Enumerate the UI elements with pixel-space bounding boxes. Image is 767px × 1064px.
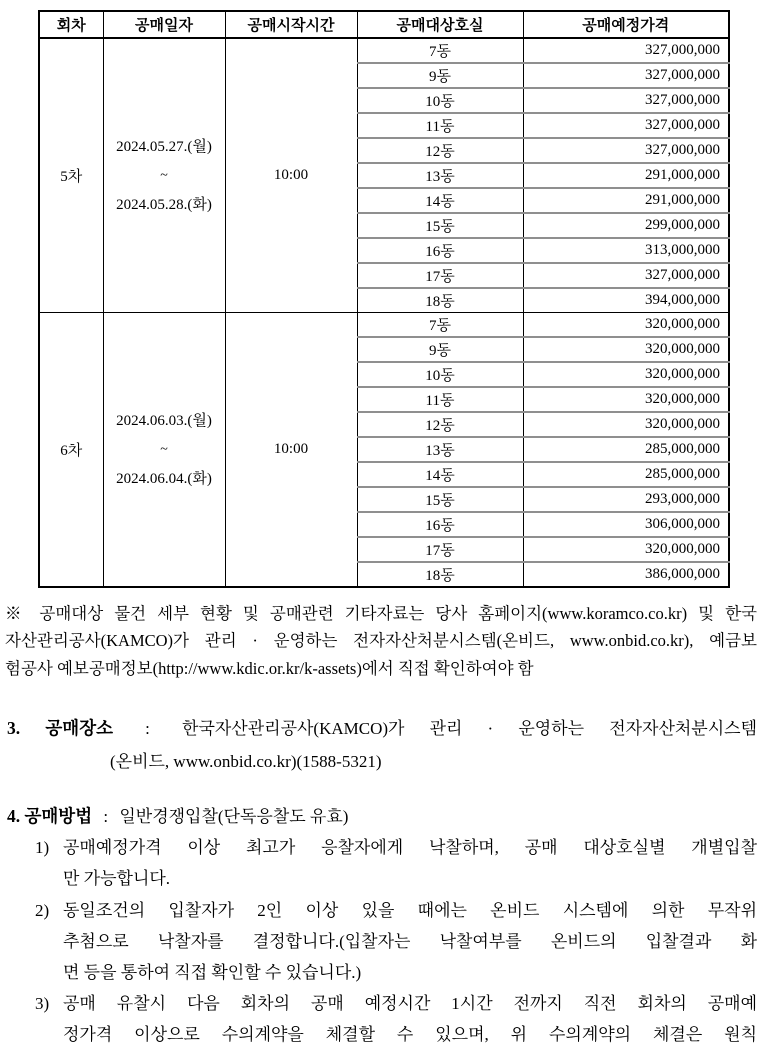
section-method-intro: 일반경쟁입찰(단독응찰도 유효)	[119, 807, 349, 826]
section-method-title: 4. 공매방법	[7, 806, 93, 826]
price-cell: 285,000,000	[523, 437, 729, 462]
price-cell: 320,000,000	[523, 387, 729, 412]
section-auction-place	[7, 712, 757, 778]
unit-cell: 7동	[357, 313, 523, 338]
round-cell: 5차	[39, 38, 103, 313]
price-cell: 394,000,000	[523, 288, 729, 313]
method-item-line: 동일조건의 입찰자가 2인 이상 있을 때에는 온비드 시스템에 의한 무작위	[63, 900, 757, 920]
item-marker: 1)	[35, 838, 50, 858]
method-items	[7, 832, 757, 1050]
header-round: 회차	[39, 11, 103, 38]
price-cell: 313,000,000	[523, 238, 729, 263]
price-cell: 320,000,000	[523, 337, 729, 362]
price-cell: 327,000,000	[523, 63, 729, 88]
unit-cell: 13동	[357, 163, 523, 188]
price-cell: 306,000,000	[523, 512, 729, 537]
header-expected-price: 공매예정가격	[523, 11, 729, 38]
method-item-line: 면 등을 통하여 직접 확인할 수 있습니다.)	[63, 963, 362, 983]
method-item	[7, 895, 757, 989]
unit-cell: 11동	[357, 387, 523, 412]
item-marker: 3)	[35, 994, 50, 1014]
method-item-line: 공매예정가격 이상 최고가 응찰자에게 낙찰하며, 공매 대상호실별 개별입찰	[63, 838, 757, 858]
section-place-colon: :	[145, 719, 150, 738]
date-end: 2024.05.28.(화)	[116, 196, 212, 213]
date-start: 2024.06.03.(월)	[116, 412, 212, 429]
price-cell: 320,000,000	[523, 313, 729, 338]
unit-cell: 9동	[357, 337, 523, 362]
round-cell: 6차	[39, 313, 103, 588]
price-cell: 293,000,000	[523, 487, 729, 512]
price-cell: 320,000,000	[523, 362, 729, 387]
section-place-line1	[7, 712, 757, 745]
price-cell: 386,000,000	[523, 562, 729, 587]
unit-cell: 9동	[357, 63, 523, 88]
price-cell: 327,000,000	[523, 38, 729, 63]
unit-cell: 16동	[357, 512, 523, 537]
unit-cell: 14동	[357, 188, 523, 213]
unit-cell: 16동	[357, 238, 523, 263]
footnote-line: 자산관리공사(KAMCO)가 관리 · 운영하는 전자자산처분시스템(온비드, www.onbid.co.kr), 예금보	[5, 631, 757, 651]
price-cell: 320,000,000	[523, 412, 729, 437]
section-auction-method	[7, 801, 757, 1051]
unit-cell: 11동	[357, 113, 523, 138]
item-marker: 2)	[35, 900, 50, 920]
unit-cell: 15동	[357, 487, 523, 512]
header-target-unit: 공매대상호실	[357, 11, 523, 38]
table-header-row	[39, 11, 729, 38]
price-cell: 299,000,000	[523, 213, 729, 238]
date-separator: ~	[160, 167, 168, 183]
auction-table-body	[39, 38, 729, 587]
section-place-line2: (온비드, www.onbid.co.kr)(1588-5321)	[110, 752, 382, 771]
price-cell: 291,000,000	[523, 163, 729, 188]
method-item-line: 추첨으로 낙찰자를 결정합니다.(입찰자는 낙찰여부를 온비드의 입찰결과 화	[63, 931, 757, 951]
date-range-cell	[103, 38, 225, 313]
price-cell: 320,000,000	[523, 537, 729, 562]
price-cell: 327,000,000	[523, 113, 729, 138]
date-end: 2024.06.04.(화)	[116, 470, 212, 487]
section-place-title: 3. 공매장소	[7, 718, 114, 738]
unit-cell: 12동	[357, 138, 523, 163]
auction-schedule-table	[38, 10, 730, 588]
footnote-line: 험공사 예보공매정보(http://www.kdic.or.kr/k-assets)에서 직접 확인하여야 함	[5, 658, 534, 678]
footnote-line: ※ 공매대상 물건 세부 현황 및 공매관련 기타자료는 당사 홈페이지(www.koramco.co.kr) 및 한국	[5, 604, 757, 623]
unit-cell: 18동	[357, 562, 523, 587]
unit-cell: 15동	[357, 213, 523, 238]
start-time-cell: 10:00	[225, 38, 357, 313]
date-start: 2024.05.27.(월)	[116, 138, 212, 155]
price-cell: 327,000,000	[523, 263, 729, 288]
header-date: 공매일자	[103, 11, 225, 38]
unit-cell: 10동	[357, 88, 523, 113]
unit-cell: 17동	[357, 537, 523, 562]
unit-cell: 13동	[357, 437, 523, 462]
unit-cell: 14동	[357, 462, 523, 487]
date-range-cell	[103, 313, 225, 588]
method-item	[7, 832, 757, 894]
footnote	[5, 600, 757, 682]
section-place-text: 한국자산관리공사(KAMCO)가 관리 · 운영하는 전자자산처분시스템	[182, 719, 757, 738]
price-cell: 285,000,000	[523, 462, 729, 487]
price-cell: 291,000,000	[523, 188, 729, 213]
price-cell: 327,000,000	[523, 88, 729, 113]
unit-cell: 7동	[357, 38, 523, 63]
start-time-cell: 10:00	[225, 313, 357, 588]
unit-cell: 10동	[357, 362, 523, 387]
date-separator: ~	[160, 441, 168, 457]
unit-cell: 17동	[357, 263, 523, 288]
table-row	[39, 38, 729, 63]
unit-cell: 18동	[357, 288, 523, 313]
method-item-line: 만 가능합니다.	[63, 869, 171, 889]
unit-cell: 12동	[357, 412, 523, 437]
section-method-colon: :	[103, 807, 109, 826]
method-item-line: 공매 유찰시 다음 회차의 공매 예정시간 1시간 전까지 직전 회차의 공매예	[63, 994, 757, 1014]
section-method-heading	[7, 801, 757, 832]
header-start-time: 공매시작시간	[225, 11, 357, 38]
price-cell: 327,000,000	[523, 138, 729, 163]
method-item-line: 정가격 이상으로 수의계약을 체결할 수 있으며, 위 수의계약의 체결은 원칙	[63, 1025, 757, 1045]
table-row	[39, 313, 729, 338]
method-item	[7, 988, 757, 1050]
